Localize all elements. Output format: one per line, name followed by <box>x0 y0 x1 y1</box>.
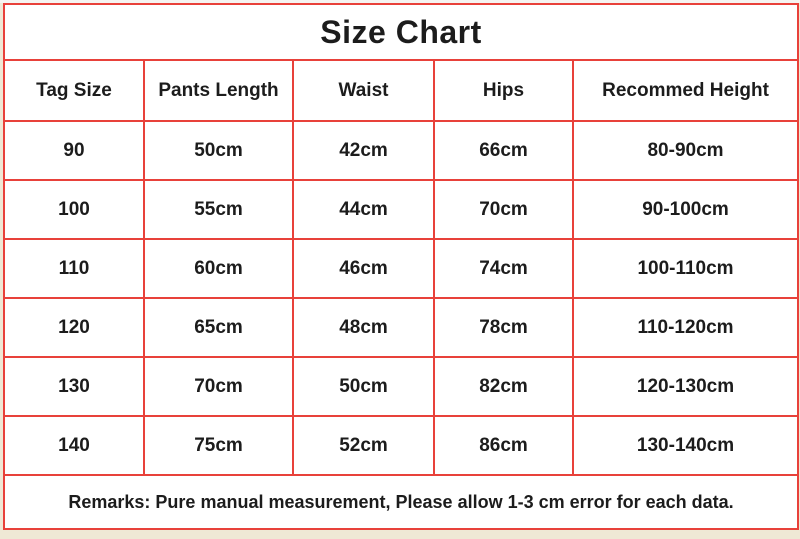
table-cell: 70cm <box>144 357 293 416</box>
page-title: Size Chart <box>4 4 798 60</box>
table-cell: 50cm <box>293 357 434 416</box>
table-cell: 130 <box>4 357 144 416</box>
remarks-row <box>4 475 798 529</box>
table-cell: 130-140cm <box>573 416 798 475</box>
table-row <box>4 298 798 357</box>
size-chart-table <box>3 3 799 530</box>
table-header-row <box>4 60 798 121</box>
table-cell: 60cm <box>144 239 293 298</box>
table-cell: 80-90cm <box>573 121 798 180</box>
table-cell: 74cm <box>434 239 573 298</box>
table-cell: 50cm <box>144 121 293 180</box>
column-header-tag-size: Tag Size <box>4 60 144 121</box>
table-row <box>4 239 798 298</box>
table-cell: 110 <box>4 239 144 298</box>
table-row <box>4 357 798 416</box>
table-cell: 120 <box>4 298 144 357</box>
table-cell: 52cm <box>293 416 434 475</box>
table-cell: 65cm <box>144 298 293 357</box>
table-cell: 44cm <box>293 180 434 239</box>
table-cell: 82cm <box>434 357 573 416</box>
table-cell: 42cm <box>293 121 434 180</box>
table-cell: 100 <box>4 180 144 239</box>
table-cell: 90-100cm <box>573 180 798 239</box>
title-row <box>4 4 798 60</box>
remarks-text: Remarks: Pure manual measurement, Please allow 1-3 cm error for each data. <box>4 475 798 529</box>
column-header-hips: Hips <box>434 60 573 121</box>
table-cell: 46cm <box>293 239 434 298</box>
column-header-waist: Waist <box>293 60 434 121</box>
table-cell: 110-120cm <box>573 298 798 357</box>
table-row <box>4 180 798 239</box>
column-header-recommed-height: Recommed Height <box>573 60 798 121</box>
table-cell: 70cm <box>434 180 573 239</box>
table-cell: 140 <box>4 416 144 475</box>
table-cell: 48cm <box>293 298 434 357</box>
table-cell: 100-110cm <box>573 239 798 298</box>
table-cell: 120-130cm <box>573 357 798 416</box>
table-cell: 86cm <box>434 416 573 475</box>
column-header-pants-length: Pants Length <box>144 60 293 121</box>
table-cell: 78cm <box>434 298 573 357</box>
table-cell: 66cm <box>434 121 573 180</box>
table-row <box>4 121 798 180</box>
table-cell: 90 <box>4 121 144 180</box>
table-cell: 55cm <box>144 180 293 239</box>
table-cell: 75cm <box>144 416 293 475</box>
table-row <box>4 416 798 475</box>
